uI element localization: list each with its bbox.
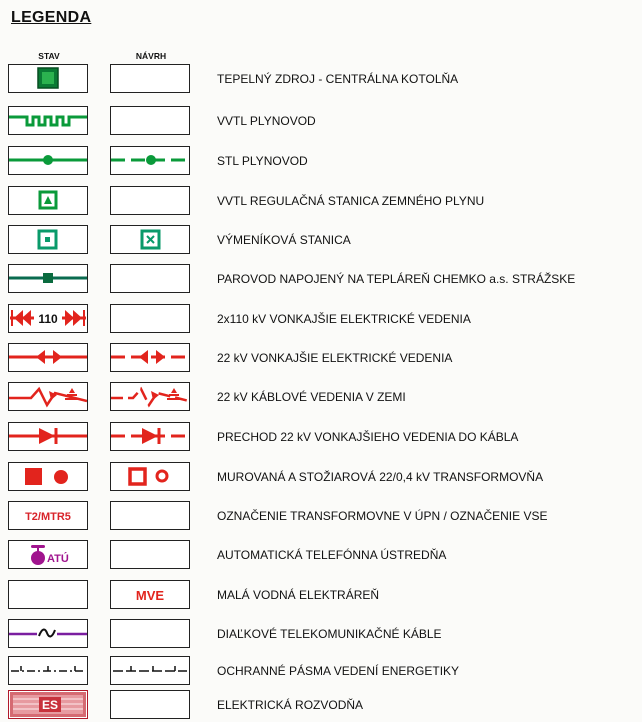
legend-label: PAROVOD NAPOJENÝ NA TEPLÁREŇ CHEMKO a.s. STRÁŽSKE (217, 272, 576, 286)
legend-row-small-hydro-plant (0, 580, 642, 612)
legend-label: VVTL PLYNOVOD (217, 114, 316, 128)
navrh-symbol (110, 580, 190, 609)
stav-symbol (8, 382, 88, 411)
stav-symbol (8, 619, 88, 648)
line-to-cable-transition-icon (9, 423, 87, 450)
line-to-cable-transition-proposed-icon (111, 423, 189, 450)
navrh-symbol (110, 656, 190, 685)
legend-row-transformer-label (0, 501, 642, 533)
legend-row-gas-regulation-station (0, 186, 642, 218)
steam-pipeline-icon (9, 265, 87, 292)
stav-symbol (8, 106, 88, 135)
stav-symbol (8, 580, 88, 609)
label-es: ES (41, 698, 59, 712)
navrh-symbol (110, 462, 190, 491)
navrh-symbol (110, 540, 190, 569)
underground-22kv-cable-proposed-icon (111, 383, 189, 410)
legend-label: DIAĽKOVÉ TELEKOMUNIKAČNÉ KÁBLE (217, 627, 442, 641)
label-mve: MVE (135, 588, 165, 603)
stav-symbol (8, 64, 88, 93)
legend-row-110kv-line (0, 304, 642, 336)
stl-gas-pipeline-icon (9, 147, 87, 174)
overhead-110kv-line-icon (9, 305, 87, 332)
legend-label: VÝMENÍKOVÁ STANICA (217, 233, 351, 247)
stav-symbol (8, 656, 88, 685)
protection-zone-proposed-icon (111, 657, 189, 684)
navrh-symbol (110, 382, 190, 411)
navrh-symbol (110, 64, 190, 93)
navrh-symbol (110, 690, 190, 719)
electrical-substation-icon (9, 691, 87, 718)
underground-22kv-cable-icon (9, 383, 87, 410)
legend-label: AUTOMATICKÁ TELEFÓNNA ÚSTREDŇA (217, 548, 447, 562)
label-110: 110 (38, 312, 58, 326)
stav-symbol (8, 501, 88, 530)
gas-regulation-station-icon (9, 187, 87, 214)
heat-source-icon (9, 65, 87, 92)
exchange-station-icon (9, 226, 87, 253)
stl-gas-pipeline-proposed-icon (111, 147, 189, 174)
vvtl-gas-pipeline-icon (9, 107, 87, 134)
protection-zone-icon (9, 657, 87, 684)
stav-symbol (8, 304, 88, 333)
navrh-symbol (110, 501, 190, 530)
legend-row-protection-zone (0, 656, 642, 688)
legend-label: STL PLYNOVOD (217, 154, 308, 168)
telecom-cable-icon (9, 620, 87, 647)
stav-symbol (8, 422, 88, 451)
telephone-exchange-icon (9, 541, 87, 568)
legend-row-stl-gas-pipeline (0, 146, 642, 178)
legend-row-transformer-station (0, 462, 642, 494)
legend-row-line-to-cable-transition (0, 422, 642, 454)
legend-label: MUROVANÁ A STOŽIAROVÁ 22/0,4 kV TRANSFORMOVŇA (217, 470, 544, 484)
legend-label: 22 kV KÁBLOVÉ VEDENIA V ZEMI (217, 390, 406, 404)
legend-label: 2x110 kV VONKAJŠIE ELEKTRICKÉ VEDENIA (217, 312, 471, 326)
legend-label: OCHRANNÉ PÁSMA VEDENÍ ENERGETIKY (217, 664, 460, 678)
navrh-symbol (110, 304, 190, 333)
navrh-symbol (110, 422, 190, 451)
label-atu: ATÚ (47, 553, 69, 565)
column-header-navrh: NÁVRH (135, 51, 167, 61)
legend-label: OZNAČENIE TRANSFORMOVNE V ÚPN / OZNAČENIE VSE (217, 509, 548, 523)
legend-label: 22 kV VONKAJŠIE ELEKTRICKÉ VEDENIA (217, 351, 453, 365)
legend-label: TEPELNÝ ZDROJ - CENTRÁLNA KOTOLŇA (217, 72, 459, 86)
transformer-label-icon (9, 502, 87, 529)
navrh-symbol (110, 343, 190, 372)
stav-symbol (8, 225, 88, 254)
navrh-symbol (110, 225, 190, 254)
overhead-22kv-line-icon (9, 344, 87, 371)
legend-row-vvtl-gas-pipeline (0, 106, 642, 138)
legend-row-steam-pipeline (0, 264, 642, 296)
legend-row-22kv-underground-cable (0, 382, 642, 414)
navrh-symbol (110, 106, 190, 135)
legend-row-telephone-exchange (0, 540, 642, 572)
navrh-symbol (110, 619, 190, 648)
legend-label: ELEKTRICKÁ ROZVODŇA (217, 698, 364, 712)
stav-symbol (8, 186, 88, 215)
legend-row-heat-source (0, 64, 642, 96)
stav-symbol (8, 146, 88, 175)
legend-row-22kv-overhead-line (0, 343, 642, 375)
legend-row-exchange-station (0, 225, 642, 257)
navrh-symbol (110, 186, 190, 215)
legend-label: MALÁ VODNÁ ELEKTRÁREŇ (217, 588, 380, 602)
stav-symbol (8, 690, 88, 719)
stav-symbol (8, 343, 88, 372)
legend-row-telecom-cable (0, 619, 642, 651)
small-hydro-plant-icon (111, 581, 189, 608)
overhead-22kv-line-proposed-icon (111, 344, 189, 371)
stav-symbol (8, 264, 88, 293)
legend-row-electrical-substation (0, 690, 642, 722)
legend-label: PRECHOD 22 kV VONKAJŠIEHO VEDENIA DO KÁBLA (217, 430, 519, 444)
exchange-station-proposed-icon (111, 226, 189, 253)
stav-symbol (8, 540, 88, 569)
stav-symbol (8, 462, 88, 491)
label-t2-mtr5: T2/MTR5 (25, 511, 71, 523)
legend-title: LEGENDA (11, 9, 92, 26)
navrh-symbol (110, 146, 190, 175)
legend-label: VVTL REGULAČNÁ STANICA ZEMNÉHO PLYNU (217, 194, 485, 208)
column-header-stav: STAV (38, 51, 60, 61)
navrh-symbol (110, 264, 190, 293)
transformer-station-proposed-icon (111, 463, 189, 490)
transformer-station-icon (9, 463, 87, 490)
